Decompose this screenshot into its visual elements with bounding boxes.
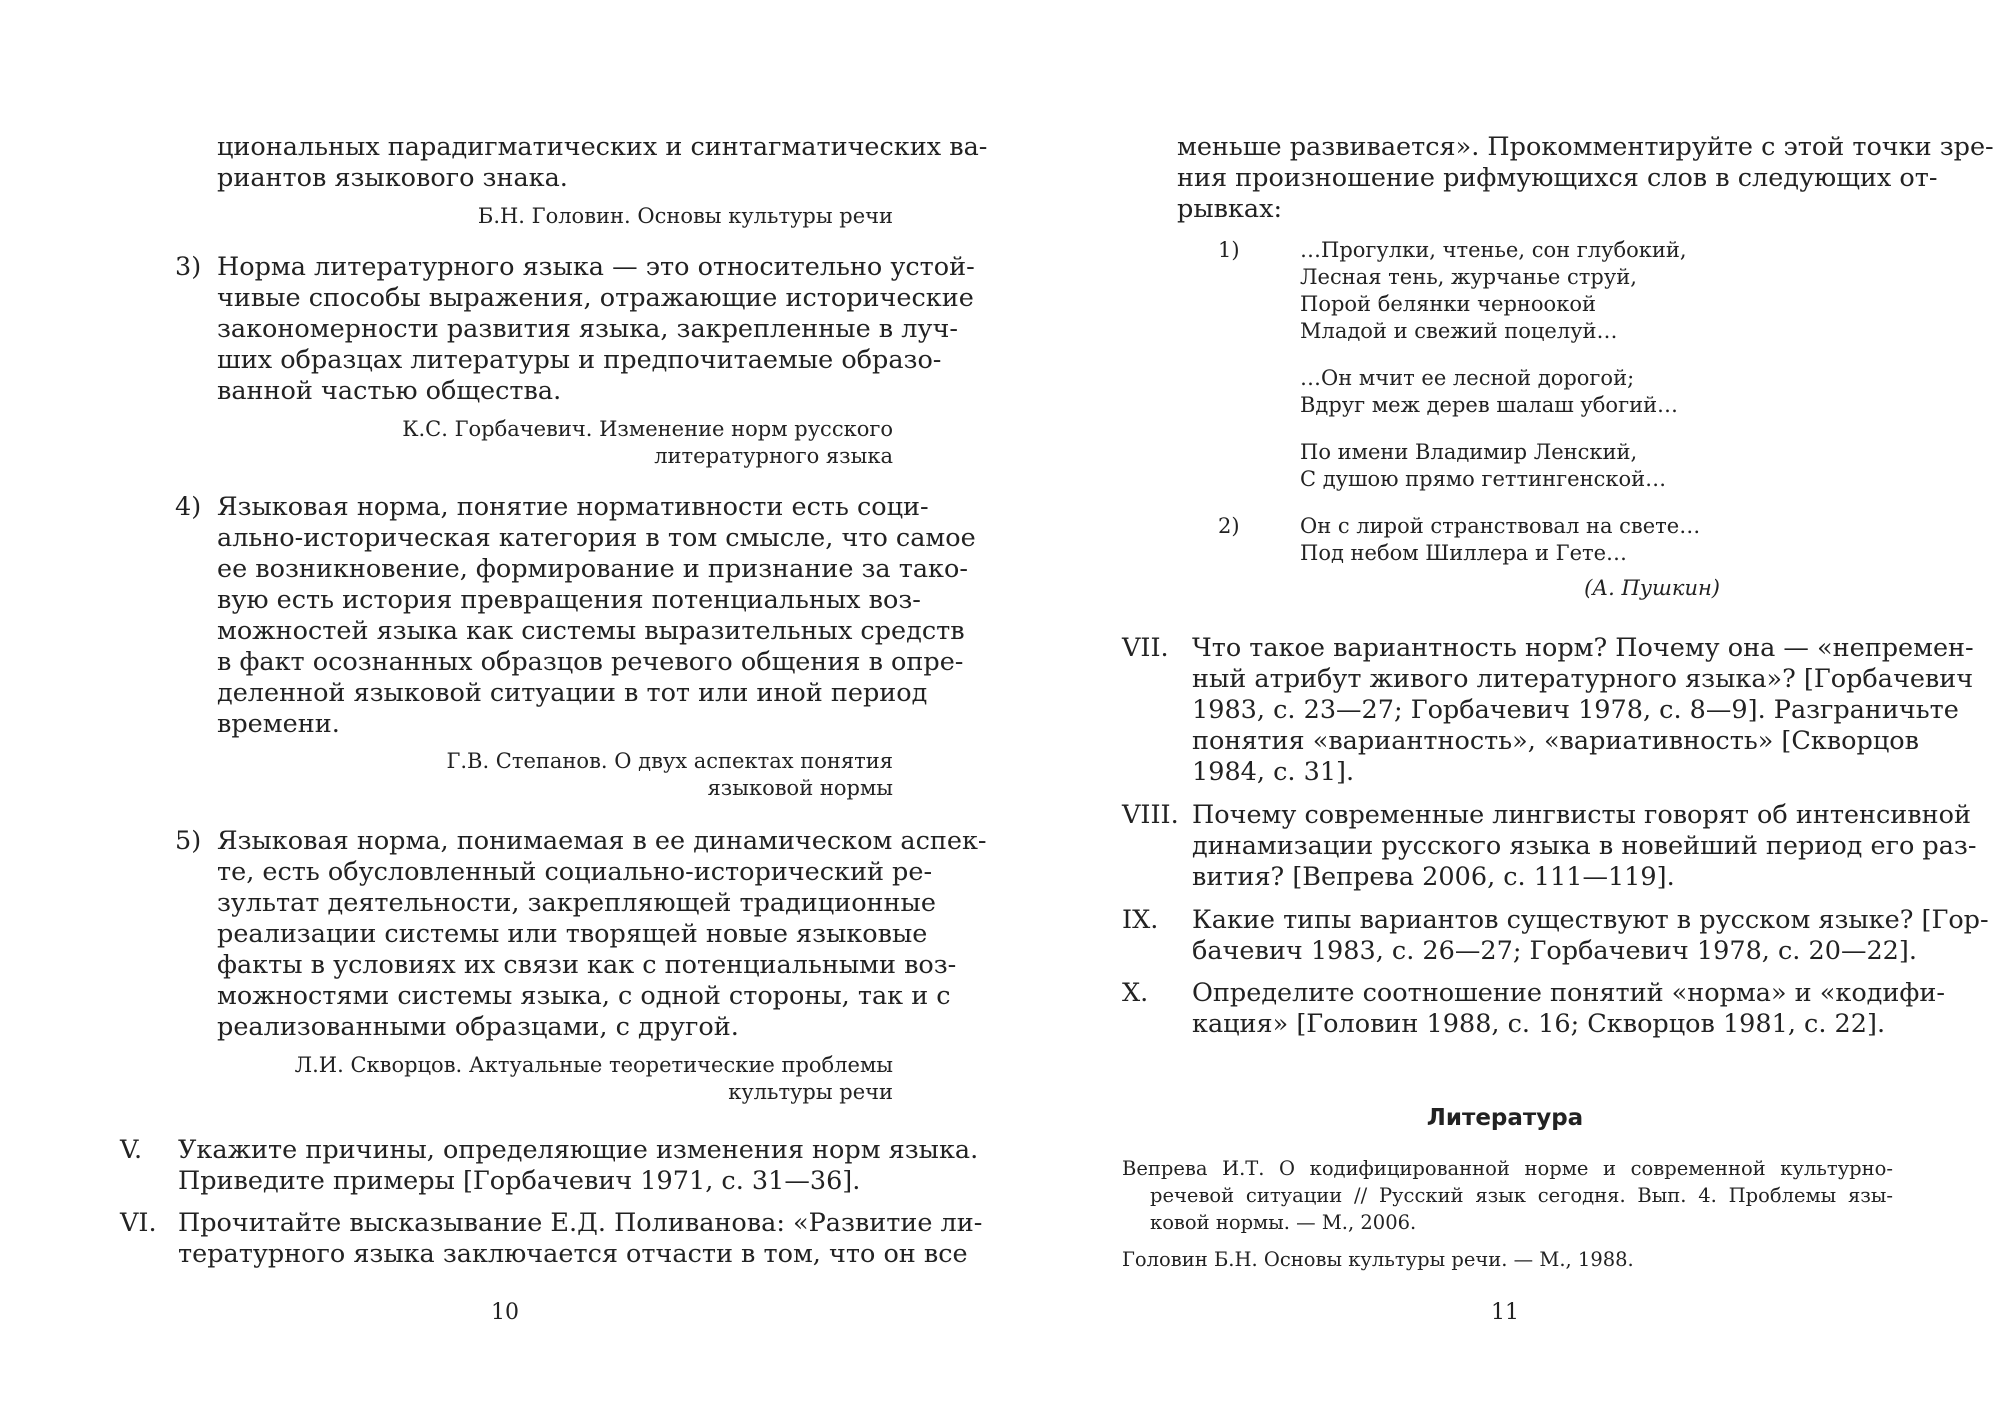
text-line: циональных парадигматических и синтагматических ва- [217, 132, 988, 162]
quote-source: литературного языка [654, 444, 893, 468]
text-line: тературного языка заключается отчасти в том, что он все [178, 1239, 968, 1269]
task-number: X. [1122, 978, 1149, 1008]
task-number: VI. [120, 1208, 157, 1238]
text-line: Что такое вариантность норм? Почему она — «непремен- [1192, 633, 1974, 663]
text-line: ванной частью общества. [217, 376, 562, 406]
text-line: Почему современные лингвисты говорят об интенсивной [1192, 800, 1972, 830]
item-number: 4) [175, 492, 202, 522]
text-line: Языковая норма, понятие нормативности есть соци- [217, 492, 929, 522]
poem-number: 2) [1218, 514, 1240, 538]
text-line: вития? [Вепрева 2006, с. 111—119]. [1192, 862, 1675, 892]
quote-source: культуры речи [728, 1080, 893, 1104]
reference-line: Головин Б.Н. Основы культуры речи. — М., 1988. [1122, 1248, 1634, 1271]
text-line: вую есть история превращения потенциальных воз- [217, 585, 921, 615]
text-line: деленной языковой ситуации в тот или иной период [217, 678, 928, 708]
item-number: 3) [175, 252, 202, 282]
right-page [1000, 0, 2000, 1419]
text-line: понятия «вариантность», «вариативность» [Скворцов [1192, 726, 1919, 756]
quote-source: языковой нормы [707, 776, 893, 800]
poem-line: Он с лирой странствовал на свете… [1300, 514, 1701, 538]
quote-source: Б.Н. Головин. Основы культуры речи [477, 204, 893, 228]
task-number: V. [120, 1135, 143, 1165]
item-number: 5) [175, 826, 202, 856]
text-line: факты в условиях их связи как с потенциальными воз- [217, 950, 957, 980]
poem-line: По имени Владимир Ленский, [1300, 440, 1638, 464]
reference-line: ковой нормы. — М., 2006. [1150, 1211, 1417, 1234]
text-line: в факт осознанных образцов речевого общения в опре- [217, 647, 964, 677]
text-line: можностями системы языка, с одной стороны, так и с [217, 981, 951, 1011]
text-line: те, есть обусловленный социально-исторический ре- [217, 857, 933, 887]
text-line: Укажите причины, определяющие изменения норм языка. [178, 1135, 979, 1165]
text-line: Определите соотношение понятий «норма» и «кодифи- [1192, 978, 1945, 1008]
text-line: зультат деятельности, закрепляющей традиционные [217, 888, 936, 918]
task-number: VII. [1122, 633, 1169, 663]
text-line: реализации системы или творящей новые языковые [217, 919, 928, 949]
reference-line: Вепрева И.Т. О кодифицированной норме и современной культурно- [1122, 1157, 1893, 1180]
text-line: Какие типы вариантов существуют в русском языке? [Гор- [1192, 905, 1989, 935]
text-line: 1983, с. 23—27; Горбачевич 1978, с. 8—9]. Разграничьте [1192, 695, 1959, 725]
poem-line: Под небом Шиллера и Гете… [1300, 541, 1628, 565]
text-line: риантов языкового знака. [217, 163, 568, 193]
text-line: Норма литературного языка — это относительно устой- [217, 252, 975, 282]
text-line: закономерности развития языка, закрепленные в луч- [217, 314, 958, 344]
poem-line: С душою прямо геттингенской… [1300, 467, 1667, 491]
text-line: Приведите примеры [Горбачевич 1971, с. 31—36]. [178, 1166, 861, 1196]
text-line: ния произношение рифмующихся слов в следующих от- [1177, 163, 1938, 193]
text-line: можностей языка как системы выразительных средств [217, 616, 965, 646]
text-line: кация» [Головин 1988, с. 16; Скворцов 1981, с. 22]. [1192, 1009, 1886, 1039]
poem-line: Вдруг меж дерев шалаш убогий… [1300, 393, 1679, 417]
text-line: времени. [217, 709, 340, 739]
reference-line: речевой ситуации // Русский язык сегодня. Вып. 4. Проблемы язы- [1150, 1184, 1893, 1207]
text-line: меньше развивается». Прокомментируйте с этой точки зре- [1177, 132, 1994, 162]
quote-source: Л.И. Скворцов. Актуальные теоретические проблемы [294, 1053, 893, 1077]
text-line: ее возникновение, формирование и признание за тако- [217, 554, 968, 584]
text-line: реализованными образцами, с другой. [217, 1012, 739, 1042]
text-line: динамизации русского языка в новейший период его раз- [1192, 831, 1977, 861]
literature-heading: Литература [1426, 1105, 1584, 1131]
text-line: бачевич 1983, с. 26—27; Горбачевич 1978, с. 20—22]. [1192, 936, 1917, 966]
text-line: ально-историческая категория в том смысле, что самое [217, 523, 976, 553]
poem-line: Лесная тень, журчанье струй, [1300, 265, 1637, 289]
poem-line: Порой белянки черноокой [1300, 292, 1596, 316]
poem-author: (А. Пушкин) [1584, 576, 1720, 600]
text-line: ный атрибут живого литературного языка»? [Горбачевич [1192, 664, 1974, 694]
text-line: 1984, с. 31]. [1192, 757, 1355, 787]
page-number: 10 [491, 1300, 519, 1325]
text-line: Прочитайте высказывание Е.Д. Поливанова: «Развитие ли- [178, 1208, 983, 1238]
task-number: IX. [1122, 905, 1159, 935]
task-number: VIII. [1122, 800, 1179, 830]
text-line: рывках: [1177, 194, 1283, 224]
text-line: ших образцах литературы и предпочитаемые образо- [217, 345, 942, 375]
page-number: 11 [1491, 1300, 1519, 1325]
quote-source: К.С. Горбачевич. Изменение норм русского [402, 417, 893, 441]
poem-number: 1) [1218, 238, 1240, 262]
text-line: Языковая норма, понимаемая в ее динамическом аспек- [217, 826, 987, 856]
text-line: чивые способы выражения, отражающие исторические [217, 283, 974, 313]
poem-line: …Он мчит ее лесной дорогой; [1300, 366, 1635, 390]
poem-line: …Прогулки, чтенье, сон глубокий, [1300, 238, 1687, 262]
quote-source: Г.В. Степанов. О двух аспектах понятия [446, 749, 893, 773]
poem-line: Младой и свежий поцелуй… [1300, 319, 1618, 343]
